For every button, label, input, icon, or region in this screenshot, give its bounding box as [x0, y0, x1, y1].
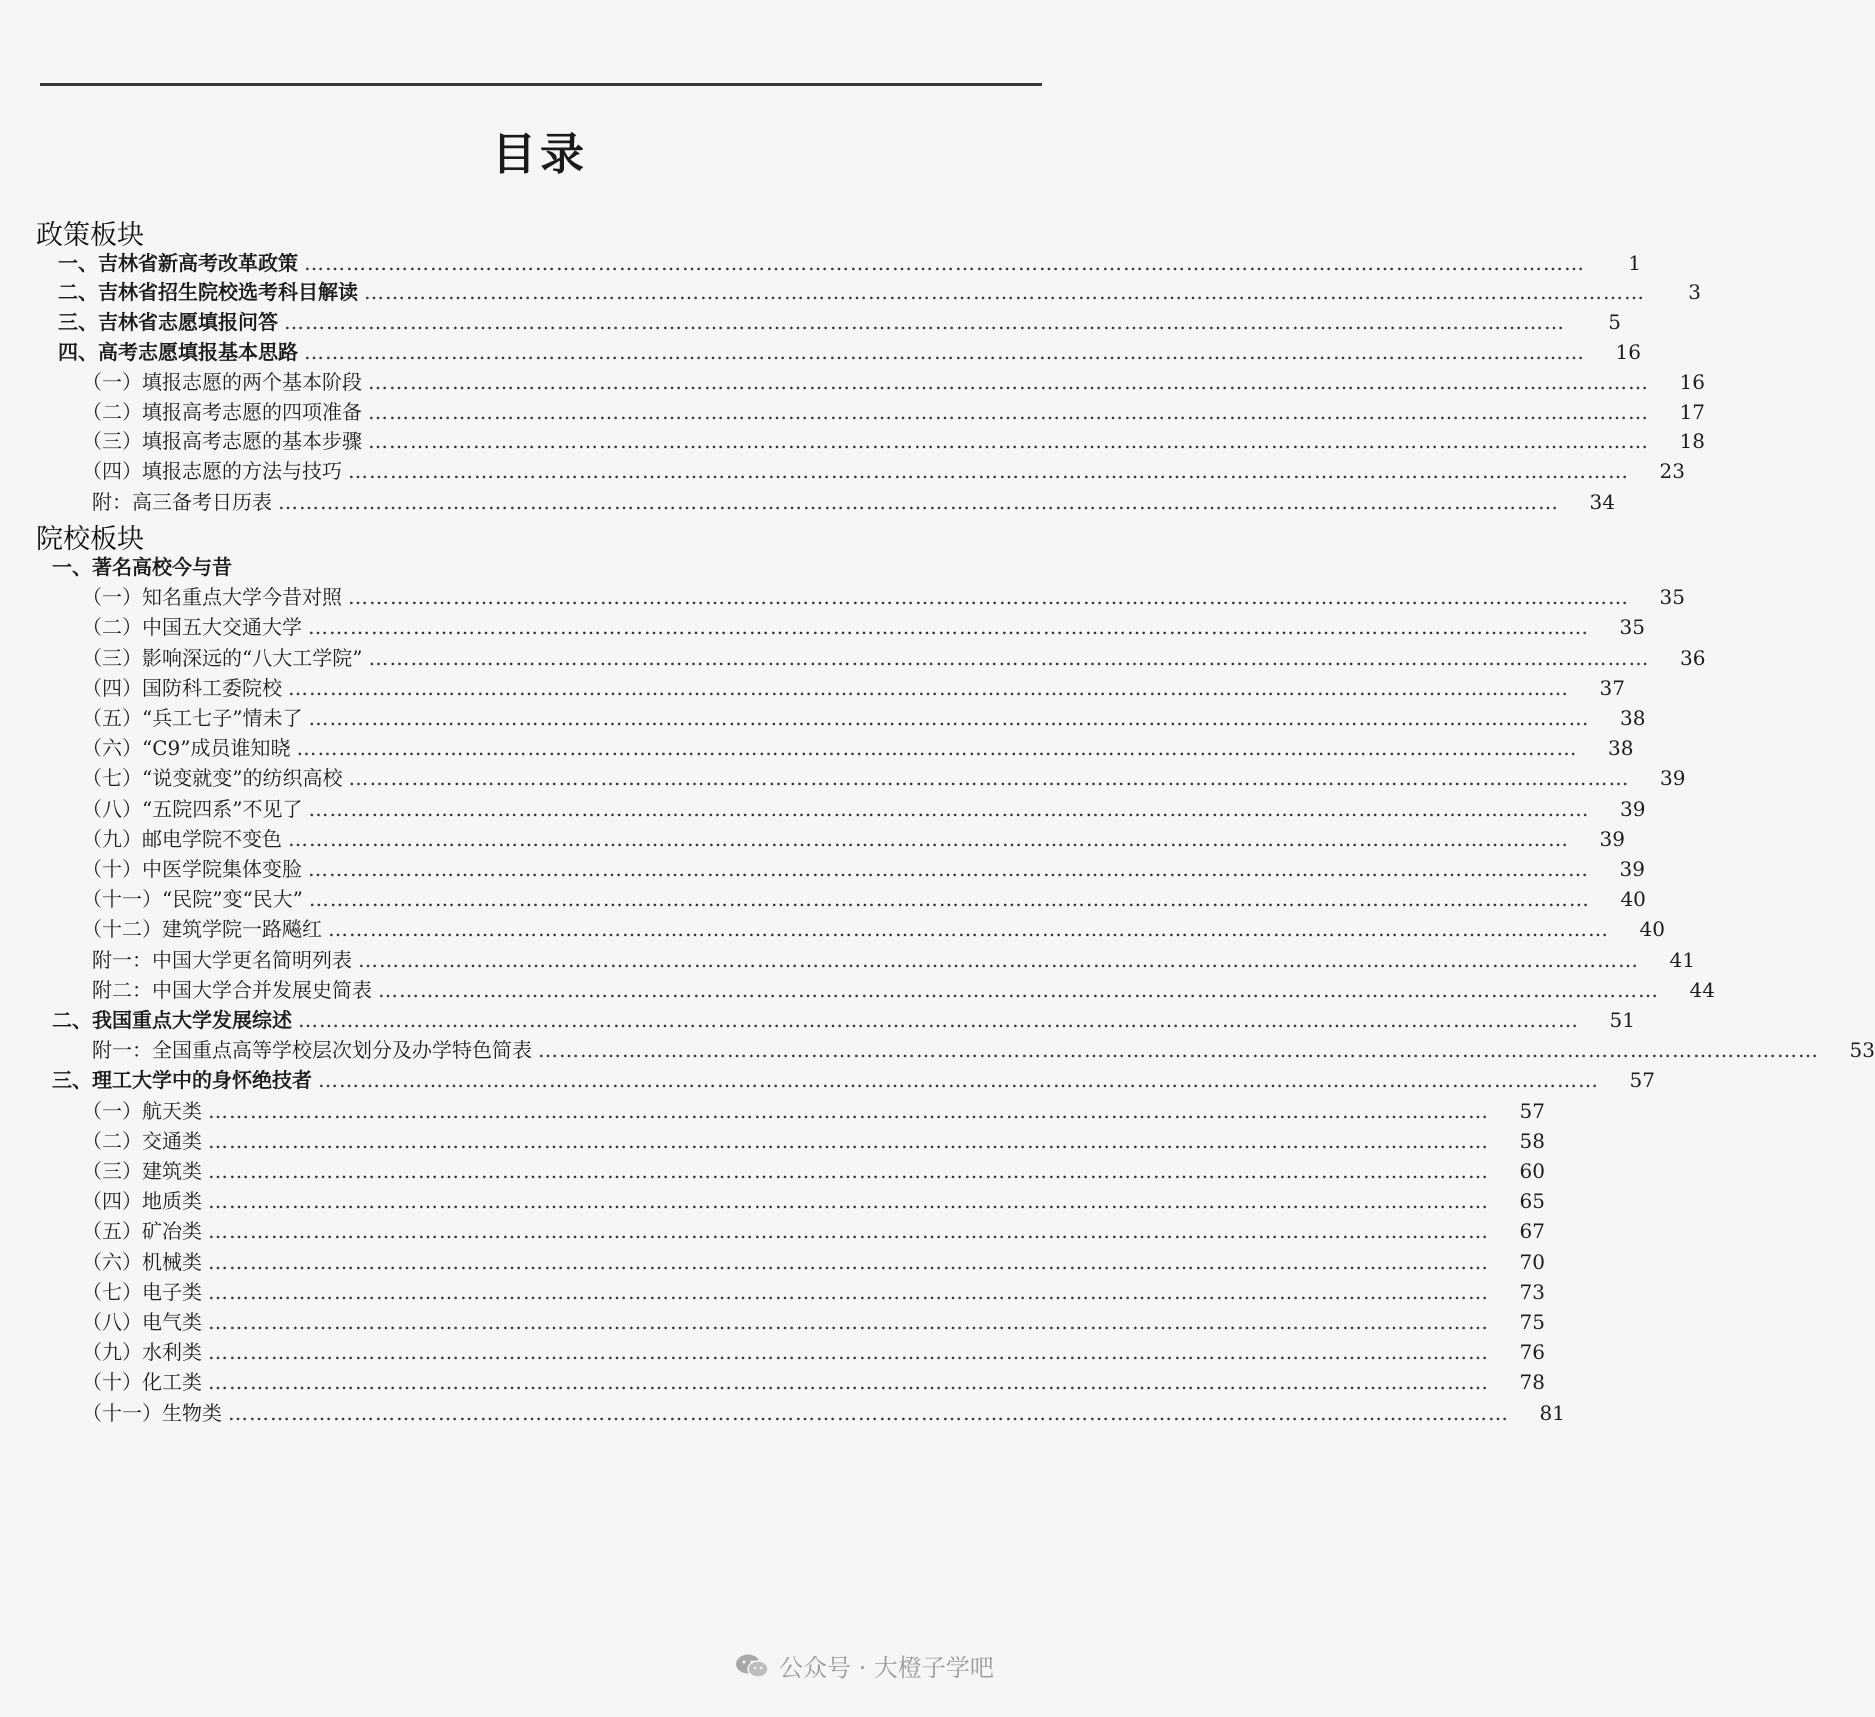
section-heading-universities: 院校板块 [36, 524, 144, 555]
toc-entry [0, 276, 1701, 306]
toc-entry-label: （二）中国五大交通大学 [82, 615, 302, 639]
toc-leader-dots: ………………………………………………………………………………………………………………………………………………………………… [308, 797, 1590, 821]
toc-page-number: 41 [1669, 948, 1695, 972]
toc-entry-label: （二）填报高考志愿的四项准备 [82, 400, 362, 424]
toc-entry [0, 732, 1634, 762]
toc-page-number: 40 [1620, 887, 1646, 911]
toc-entry-label: （四）地质类 [82, 1189, 202, 1213]
toc-entry [0, 1034, 1875, 1064]
toc-entry-label: （五）“兵工七子”情未了 [82, 706, 303, 730]
toc-entry-label: （八）“五院四系”不见了 [82, 797, 303, 821]
toc-entry [0, 425, 1705, 455]
toc-entry-label: 三、理工大学中的身怀绝技者 [52, 1068, 312, 1092]
toc-leader-dots: ………………………………………………………………………………………………………………………………………………………………… [228, 1401, 1509, 1425]
toc-page-number: 65 [1519, 1189, 1545, 1213]
toc-entry-label: 附：高三备考日历表 [92, 490, 272, 514]
toc-entry-label: 三、吉林省志愿填报问答 [58, 310, 278, 334]
wechat-icon [735, 1653, 769, 1679]
toc-leader-dots: ………………………………………………………………………………………………………………………………………………………………… [208, 1099, 1489, 1123]
toc-page-number: 38 [1608, 736, 1634, 760]
toc-entry-label: （十）化工类 [82, 1370, 202, 1394]
toc-entry-label: （七）“说变就变”的纺织高校 [82, 766, 343, 790]
toc-page-number: 78 [1519, 1370, 1545, 1394]
toc-entry [0, 1246, 1545, 1276]
toc-entry-label: 附一：中国大学更名简明列表 [92, 948, 352, 972]
page-title: 目录 [492, 129, 588, 180]
toc-page-number: 39 [1620, 797, 1646, 821]
toc-page-number: 67 [1519, 1219, 1545, 1243]
toc-page-number: 35 [1619, 615, 1645, 639]
toc-entry-label: （十一）“民院”变“民大” [82, 887, 303, 911]
toc-entry [0, 702, 1646, 732]
toc-entry [0, 396, 1705, 426]
toc-entry-label: （十一）生物类 [82, 1401, 222, 1425]
toc-entry [0, 486, 1615, 516]
toc-page-number: 18 [1679, 429, 1705, 453]
toc-entry-label: （八）电气类 [82, 1310, 202, 1334]
section-heading-policy: 政策板块 [36, 220, 144, 251]
toc-entry [0, 306, 1621, 336]
toc-entry [0, 1064, 1655, 1094]
toc-leader-dots: ………………………………………………………………………………………………………………………………………………………………… [348, 459, 1629, 483]
watermark-text: 公众号 · 大橙子学吧 [779, 1654, 994, 1682]
toc-entry [0, 1004, 1635, 1034]
toc-entry [0, 974, 1715, 1004]
toc-leader-dots: ………………………………………………………………………………………………………………………………………………………………… [348, 585, 1629, 609]
toc-page-number: 37 [1599, 676, 1625, 700]
toc-leader-dots: ………………………………………………………………………………………………………………………………………………………………… [208, 1340, 1489, 1364]
toc-entry [0, 1397, 1565, 1427]
toc-entry [0, 762, 1686, 792]
toc-leader-dots: ………………………………………………………………………………………………………………………………………………………………… [208, 1250, 1489, 1274]
toc-page-number: 3 [1688, 280, 1701, 304]
toc-entry-label: （四）国防科工委院校 [82, 676, 282, 700]
toc-entry [0, 336, 1641, 366]
toc-page-number: 34 [1589, 490, 1615, 514]
toc-entry [0, 551, 955, 581]
toc-leader-dots: ………………………………………………………………………………………………………………………………………………………………… [208, 1129, 1489, 1153]
toc-page-number: 57 [1519, 1099, 1545, 1123]
toc-entry [0, 642, 1706, 672]
toc-entry [0, 581, 1685, 611]
toc-page-number: 16 [1679, 370, 1705, 394]
toc-page-number: 75 [1519, 1310, 1545, 1334]
toc-entry [0, 1366, 1545, 1396]
toc-entry [0, 455, 1685, 485]
toc-leader-dots: ………………………………………………………………………………………………………………………………………………………………… [208, 1189, 1489, 1213]
watermark [735, 1648, 994, 1683]
toc-entry-label: 四、高考志愿填报基本思路 [58, 340, 298, 364]
toc-entry [0, 1095, 1545, 1125]
toc-leader-dots: ………………………………………………………………………………………………………………………………………………………………… [308, 887, 1590, 911]
toc-entry-label: （一）知名重点大学今昔对照 [82, 585, 342, 609]
toc-entry-label: （三）填报高考志愿的基本步骤 [82, 429, 362, 453]
toc-leader-dots: ………………………………………………………………………………………………………………………………………………………………… [208, 1370, 1489, 1394]
toc-entry [0, 1125, 1545, 1155]
toc-page-number: 76 [1519, 1340, 1545, 1364]
toc-page-number: 17 [1679, 400, 1705, 424]
toc-entry-label: （四）填报志愿的方法与技巧 [82, 459, 342, 483]
toc-page-number: 38 [1620, 706, 1646, 730]
toc-page-number: 51 [1609, 1008, 1635, 1032]
toc-entry-label: （九）水利类 [82, 1340, 202, 1364]
toc-leader-dots: ………………………………………………………………………………………………………………………………………………………………… [208, 1219, 1489, 1243]
toc-leader-dots: ………………………………………………………………………………………………………………………………………………………………… [308, 857, 1589, 881]
toc-entry [0, 1306, 1545, 1336]
toc-leader-dots: ………………………………………………………………………………………………………………………………………………………………… [208, 1310, 1489, 1334]
toc-page-number: 53 [1849, 1038, 1875, 1062]
toc-page-number: 16 [1615, 340, 1641, 364]
toc-leader-dots: ………………………………………………………………………………………………………………………………………………………………… [328, 917, 1609, 941]
toc-leader-dots: ………………………………………………………………………………………………………………………………………………………………… [378, 978, 1659, 1002]
toc-entry [0, 672, 1625, 702]
toc-entry-label: （十）中医学院集体变脸 [82, 857, 302, 881]
toc-leader-dots: ………………………………………………………………………………………………………………………………………………………………… [298, 1008, 1579, 1032]
toc-entry-label: （六）机械类 [82, 1250, 202, 1274]
toc-leader-dots: ………………………………………………………………………………………………………………………………………………………………… [288, 676, 1569, 700]
toc-entry-label: （二）交通类 [82, 1129, 202, 1153]
toc-leader-dots: ………………………………………………………………………………………………………………………………………………………………… [348, 766, 1630, 790]
toc-entry-label: （十二）建筑学院一路飚红 [82, 917, 322, 941]
toc-entry-label: 一、吉林省新高考改革政策 [58, 251, 298, 275]
toc-leader-dots: ………………………………………………………………………………………………………………………………………………………………… [368, 646, 1650, 670]
toc-entry-label: （三）建筑类 [82, 1159, 202, 1183]
toc-leader-dots: ………………………………………………………………………………………………………………………………………………………………… [304, 251, 1585, 275]
toc-page-number: 60 [1519, 1159, 1545, 1183]
toc-entry-label: 一、著名高校今与昔 [52, 555, 232, 579]
toc-leader-dots: ………………………………………………………………………………………………………………………………………………………………… [284, 310, 1565, 334]
toc-leader-dots: ………………………………………………………………………………………………………………………………………………………………… [538, 1038, 1819, 1062]
toc-entry [0, 793, 1646, 823]
toc-entry [0, 1185, 1545, 1215]
toc-leader-dots: ………………………………………………………………………………………………………………………………………………………………… [368, 429, 1649, 453]
toc-page-number: 39 [1660, 766, 1686, 790]
toc-entry [0, 247, 1641, 277]
toc-page-number: 57 [1629, 1068, 1655, 1092]
toc-leader-dots: ………………………………………………………………………………………………………………………………………………………………… [304, 340, 1585, 364]
toc-entry [0, 1155, 1545, 1185]
toc-page-number: 40 [1639, 917, 1665, 941]
toc-entry-label: （六）“C9”成员谁知晓 [82, 736, 291, 760]
toc-entry [0, 1215, 1545, 1245]
toc-page-number: 39 [1599, 827, 1625, 851]
toc-entry [0, 944, 1695, 974]
toc-page-number: 23 [1659, 459, 1685, 483]
toc-leader-dots: ………………………………………………………………………………………………………………………………………………………………… [364, 280, 1645, 304]
toc-leader-dots: ………………………………………………………………………………………………………………………………………………………………… [288, 827, 1569, 851]
toc-page-number: 1 [1628, 251, 1641, 275]
toc-leader-dots: ………………………………………………………………………………………………………………………………………………………………… [278, 490, 1559, 514]
toc-entry-label: 二、我国重点大学发展综述 [52, 1008, 292, 1032]
top-rule [40, 83, 1042, 86]
toc-entry [0, 366, 1705, 396]
toc-entry-label: （七）电子类 [82, 1280, 202, 1304]
toc-entry [0, 883, 1646, 913]
toc-entry-label: （一）填报志愿的两个基本阶段 [82, 370, 362, 394]
toc-page-number: 39 [1619, 857, 1645, 881]
toc-entry [0, 823, 1625, 853]
toc-leader-dots: ………………………………………………………………………………………………………………………………………………………………… [208, 1280, 1489, 1304]
toc-entry-label: 附一：全国重点高等学校层次划分及办学特色简表 [92, 1038, 532, 1062]
toc-entry-label: （三）影响深远的“八大工学院” [82, 646, 363, 670]
toc-leader-dots: ………………………………………………………………………………………………………………………………………………………………… [368, 400, 1649, 424]
toc-page-number: 5 [1608, 310, 1621, 334]
toc-entry-label: （五）矿冶类 [82, 1219, 202, 1243]
toc-leader-dots: ………………………………………………………………………………………………………………………………………………………………… [368, 370, 1649, 394]
toc-leader-dots: ………………………………………………………………………………………………………………………………………………………………… [308, 706, 1590, 730]
toc-entry-label: 二、吉林省招生院校选考科目解读 [58, 280, 358, 304]
toc-page-number: 81 [1539, 1401, 1565, 1425]
toc-leader-dots: ………………………………………………………………………………………………………………………………………………………………… [358, 948, 1639, 972]
toc-leader-dots: ………………………………………………………………………………………………………………………………………………………………… [308, 615, 1589, 639]
toc-page-number: 35 [1659, 585, 1685, 609]
toc-entry-label: （九）邮电学院不变色 [82, 827, 282, 851]
toc-page-number: 70 [1519, 1250, 1545, 1274]
toc-page-number: 73 [1519, 1280, 1545, 1304]
toc-leader-dots: ………………………………………………………………………………………………………………………………………………………………… [208, 1159, 1489, 1183]
toc-leader-dots: ………………………………………………………………………………………………………………………………………………………………… [296, 736, 1578, 760]
toc-entry [0, 1336, 1545, 1366]
toc-entry-label: 附二：中国大学合并发展史简表 [92, 978, 372, 1002]
toc-page-number: 36 [1680, 646, 1706, 670]
toc-entry [0, 853, 1645, 883]
toc-page-number: 44 [1689, 978, 1715, 1002]
toc-entry [0, 611, 1645, 641]
toc-leader-dots: ………………………………………………………………………………………………………………………………………………………………… [318, 1068, 1599, 1092]
toc-page-number: 58 [1519, 1129, 1545, 1153]
toc-entry [0, 913, 1665, 943]
toc-entry-label: （一）航天类 [82, 1099, 202, 1123]
toc-entry [0, 1276, 1545, 1306]
